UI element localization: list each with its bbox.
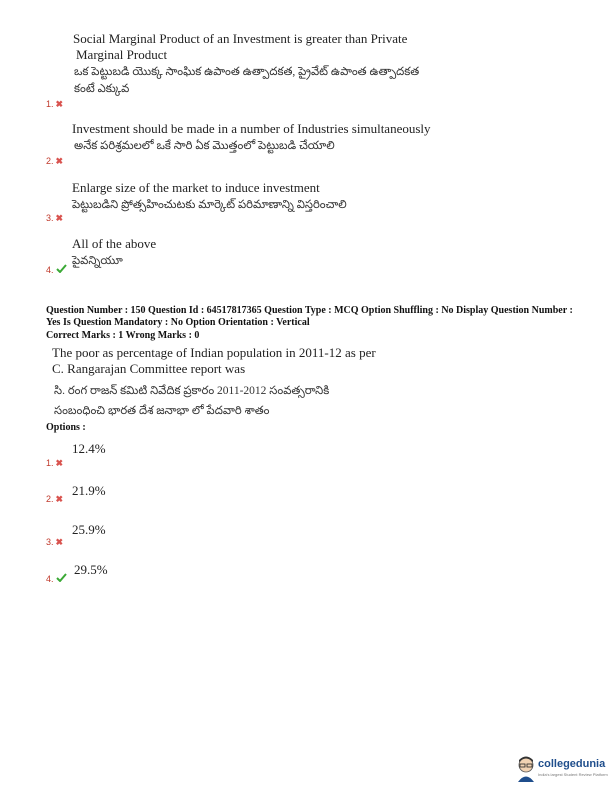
cross-icon: ✖ xyxy=(55,213,64,223)
question-text-line2: C. Rangarajan Committee report was xyxy=(52,361,246,376)
option-1-value: 12.4% xyxy=(72,441,106,456)
option-4-value: 29.5% xyxy=(74,562,108,577)
option-3-value: 25.9% xyxy=(72,522,106,537)
prev-option-3-marker[interactable] xyxy=(46,208,63,226)
cross-icon: ✖ xyxy=(55,494,64,504)
cross-icon: ✖ xyxy=(55,156,64,166)
option-number: 1. xyxy=(46,99,54,109)
options-label: Options : xyxy=(46,422,86,433)
option-4-marker[interactable] xyxy=(46,569,67,587)
question-meta-line2: Yes Is Question Mandatory : No Option Orientation : Vertical xyxy=(46,317,310,328)
question-meta-line1: Question Number : 150 Question Id : 64517817365 Question Type : MCQ Option Shuffling : No Display Question Number : xyxy=(46,305,573,316)
option-number: 4. xyxy=(46,574,54,584)
checkmark-icon xyxy=(56,569,67,587)
option-2-value: 21.9% xyxy=(72,483,106,498)
option-number: 3. xyxy=(46,213,54,223)
prev-option-2-telugu: అనేక పరిశ్రమలలో ఒకే సారి ఏక మొత్తంలో పెట్టుబడి చేయాలి xyxy=(74,140,335,152)
collegedunia-logo xyxy=(516,754,608,786)
option-number: 3. xyxy=(46,537,54,547)
checkmark-icon xyxy=(56,260,67,278)
option-1-marker[interactable] xyxy=(46,453,63,471)
prev-option-3-text: Enlarge size of the market to induce investment xyxy=(72,180,320,195)
prev-option-1-telugu-line2: కంటే ఎక్కువ xyxy=(74,83,130,95)
question-telugu-line1: సి. రంగ రాజన్ కమిటి నివేదిక ప్రకారం 2011-2012 సంవత్సరానికి xyxy=(54,385,330,397)
prev-option-1-text-line2: Marginal Product xyxy=(76,47,168,62)
option-number: 4. xyxy=(46,265,54,275)
prev-option-1-marker[interactable] xyxy=(46,94,63,112)
option-number: 2. xyxy=(46,494,54,504)
cross-icon: ✖ xyxy=(55,458,64,468)
mascot-icon xyxy=(516,756,536,782)
prev-option-4-text: All of the above xyxy=(72,236,157,251)
cross-icon: ✖ xyxy=(55,537,64,547)
prev-option-4-marker[interactable] xyxy=(46,260,67,278)
option-3-marker[interactable] xyxy=(46,532,63,550)
prev-option-2-marker[interactable] xyxy=(46,151,63,169)
prev-option-1-text-line1: Social Marginal Product of an Investment is greater than Private xyxy=(73,31,408,46)
prev-option-3-telugu: పెట్టుబడిని ప్రోత్సహించుటకు మార్కెట్ పరిమాణాన్ని విస్తరించాలి xyxy=(72,199,347,211)
question-telugu-line2: సంబంధించి భారత దేశ జనాభా లో పేదవారి శాతం xyxy=(54,405,270,417)
option-number: 2. xyxy=(46,156,54,166)
option-number: 1. xyxy=(46,458,54,468)
cross-icon: ✖ xyxy=(55,99,64,109)
question-marks: Correct Marks : 1 Wrong Marks : 0 xyxy=(46,330,200,341)
prev-option-1-telugu-line1: ఒక పెట్టుబడి యొక్క సాంఘిక ఉపాంత ఉత్పాదకత, ప్రైవేట్ ఉపాంత ఉత్పాదకత xyxy=(74,66,420,78)
logo-tagline: India's largest Student Review Platform xyxy=(538,772,608,777)
question-text-line1: The poor as percentage of Indian population in 2011-12 as per xyxy=(52,345,376,360)
option-2-marker[interactable] xyxy=(46,489,63,507)
logo-name: collegedunia xyxy=(538,758,606,770)
prev-option-4-telugu: పైవన్నియూ xyxy=(72,255,123,267)
prev-option-2-text: Investment should be made in a number of Industries simultaneously xyxy=(72,121,431,136)
